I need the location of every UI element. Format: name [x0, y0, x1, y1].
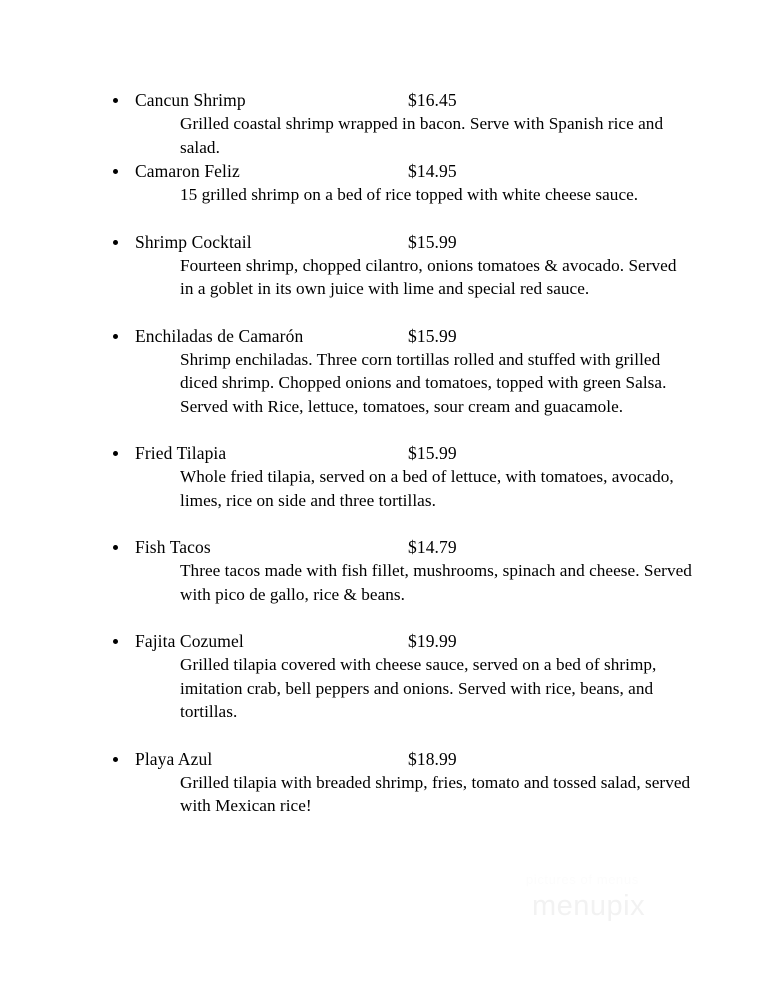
menu-item-name: Fajita Cozumel: [135, 631, 244, 651]
menu-item: [108, 159, 698, 207]
menu-item-price: $14.79: [408, 537, 457, 557]
menu-item: [108, 230, 698, 301]
menu-item-header: [108, 324, 698, 348]
menu-item-name: Enchiladas de Camarón: [135, 325, 304, 346]
bullet-icon: [113, 169, 118, 174]
bullet-icon: [113, 757, 118, 762]
menu-item: [108, 629, 698, 724]
menu-item-description: Whole fried tilapia, served on a bed of lettuce, with tomatoes, avocado, limes, rice on side and three tortillas.: [180, 467, 674, 510]
menu-item-price: $15.99: [408, 443, 457, 463]
menu-item-description: Grilled tilapia covered with cheese sauce, served on a bed of shrimp, imitation crab, bell peppers and onions. Served with rice, beans, and tortillas.: [180, 655, 657, 721]
menu-item-name: Camaron Feliz: [135, 161, 240, 181]
menu-item-price: $15.99: [408, 325, 457, 346]
bullet-icon: [113, 545, 118, 550]
menu-item-description: Fourteen shrimp, chopped cilantro, onions tomatoes & avocado. Served in a goblet in its own juice with lime and special red sauce.: [180, 255, 677, 298]
menu-item-description: 15 grilled shrimp on a bed of rice topped with white cheese sauce.: [180, 185, 639, 204]
menu-item-price: $18.99: [408, 748, 457, 769]
menu-item-header: [108, 230, 698, 254]
menu-item-name: Fish Tacos: [135, 537, 211, 557]
menu-item-description: Grilled coastal shrimp wrapped in bacon. Serve with Spanish rice and salad.: [180, 114, 664, 157]
menu-item-name: Cancun Shrimp: [135, 90, 246, 110]
menu-item: [108, 441, 698, 512]
menu-item-list: [108, 88, 698, 818]
menu-item-description: Grilled tilapia with breaded shrimp, fries, tomato and tossed salad, served with Mexican rice!: [180, 772, 691, 815]
bullet-icon: [113, 98, 118, 103]
bullet-icon: [113, 639, 118, 644]
bullet-icon: [113, 240, 118, 245]
menu-item-header: [108, 747, 698, 771]
menu-item: [108, 535, 698, 606]
menu-item-header: [108, 159, 698, 183]
watermark-tagline: pictures of menus: [526, 872, 639, 887]
menu-item-name: Shrimp Cocktail: [135, 231, 252, 252]
menu-item-price: $16.45: [408, 90, 457, 110]
menu-item: [108, 324, 698, 419]
menu-item-header: [108, 441, 698, 465]
watermark-wordmark: menupix: [532, 890, 646, 922]
menu-item-header: [108, 629, 698, 653]
menu-item-description: Three tacos made with fish fillet, mushrooms, spinach and cheese. Served with pico de gallo, rice & beans.: [180, 561, 692, 604]
menu-item-name: Fried Tilapia: [135, 443, 227, 463]
menu-item: [108, 747, 698, 818]
menu-item-header: [108, 535, 698, 559]
menupix-watermark: [512, 872, 702, 934]
menu-item-header: [108, 88, 698, 112]
menu-item: [108, 88, 698, 159]
menu-item-price: $19.99: [408, 631, 457, 651]
menu-item-name: Playa Azul: [135, 748, 213, 769]
menu-item-description: Shrimp enchiladas. Three corn tortillas rolled and stuffed with grilled diced shrimp. Chopped onions and tomatoes, topped with green Salsa. Served with Rice, lettuce, tomatoes, sour cream and guacamole.: [180, 349, 667, 416]
menu-item-price: $14.95: [408, 161, 457, 181]
menu-item-price: $15.99: [408, 231, 457, 252]
bullet-icon: [113, 451, 118, 456]
bullet-icon: [113, 334, 118, 339]
